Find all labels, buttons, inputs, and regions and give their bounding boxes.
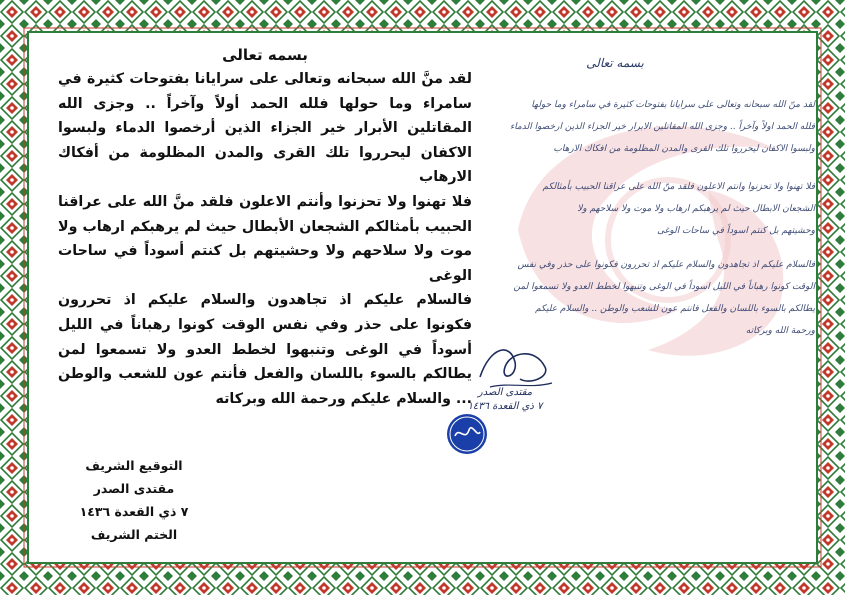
- typed-paragraph-3: فالسلام عليكم اذ تجاهدون والسلام عليكم اذ تحررون فكونوا على حذر وفي نفس الوقت كونوا رهباناً في الليل أسوداً في الوغى وتنبهوا لخطط العدو ولا تسمعوا لمن يطالكم بالسوء باللسان والفعل فأنتم عون للشعب والوطن ... والسلام عليكم ورحمة الله وبركاته: [58, 292, 472, 407]
- handwritten-line: فالسلام عليكم اذ تجاهدون والسلام عليكم اذ تحررون فكونوا على حذر وفي نفس: [517, 260, 815, 270]
- official-seal: [445, 412, 489, 456]
- handwritten-line: فلله الحمد اولاً وآخراً .. وجزى الله المقاتلين الابرار خير الجزاء الذين ارخصوا الدماء: [510, 122, 815, 132]
- handwritten-line: يطالكم بالسوء باللسان والفعل فانتم عون للشعب والوطن .. والسلام عليكم: [535, 304, 815, 314]
- handwritten-line: وحشيتهم بل كنتم اسوداً في ساحات الوغى: [657, 226, 815, 236]
- typed-letter: [58, 46, 472, 411]
- handwritten-line: لقد منّ الله سبحانه وتعالى على سرايانا بفتوحات كثيرة في سامراء وما حولها: [531, 100, 815, 110]
- handwritten-signature-date: ٧ ذي القعدة ١٤٣٦: [467, 401, 543, 412]
- signature-label: التوقيع الشريف: [85, 458, 183, 473]
- handwritten-title: بسمه تعالى: [586, 56, 644, 70]
- typed-paragraph-1: لقد منَّ الله سبحانه وتعالى على سرايانا بفتوحات كثيرة في سامراء وما حولها فلله الحمد أولاً وآخراً .. وجزى الله المقاتلين الأبرار خير الجزاء الذين أرخصوا الدماء ولبسوا الاكفان ليحرروا تلك القرى والمدن المظلومة من أفكاك الارهاب: [58, 71, 472, 186]
- handwritten-line: فلا تهنوا ولا تحزنوا وانتم الاعلون فلقد منّ الله على عراقنا الحبيب بأمثالكم: [542, 182, 815, 192]
- handwritten-line: الوقت كونوا رهباناً في الليل اسوداً في الوغى وتنبهوا لخطط العدو ولا تسمعوا لمن: [513, 282, 815, 292]
- seal-label: الختم الشريف: [90, 527, 178, 542]
- handwritten-line: ولبسوا الاكفان ليحرروا تلك القرى والمدن المظلومة من افكاك الارهاب: [553, 144, 815, 154]
- handwritten-line: الشجعان الابطال حيث لم يرهبكم ارهاب ولا موت ولا سلاحهم ولا: [577, 204, 815, 214]
- typed-paragraph-2: فلا تهنوا ولا تحزنوا وأنتم الاعلون فلقد منَّ الله على عراقنا الحبيب بأمثالكم الشجعان الأبطال حيث لم يرهبكم ارهاب ولا موت ولا سلاحهم ولا وحشيتهم بل كنتم أسوداً في ساحات الوغى: [58, 193, 472, 284]
- signature-date: ٧ ذي القعدة ١٤٣٦: [79, 504, 189, 519]
- handwritten-signature-name: مقتدى الصدر: [477, 387, 533, 398]
- signature-block: [66, 454, 202, 546]
- signature-name: مقتدى الصدر: [93, 481, 175, 496]
- handwritten-letter: [430, 52, 815, 472]
- typed-title: بسمه تعالى: [222, 46, 308, 64]
- handwritten-line: ورحمة الله وبركاته: [745, 326, 815, 336]
